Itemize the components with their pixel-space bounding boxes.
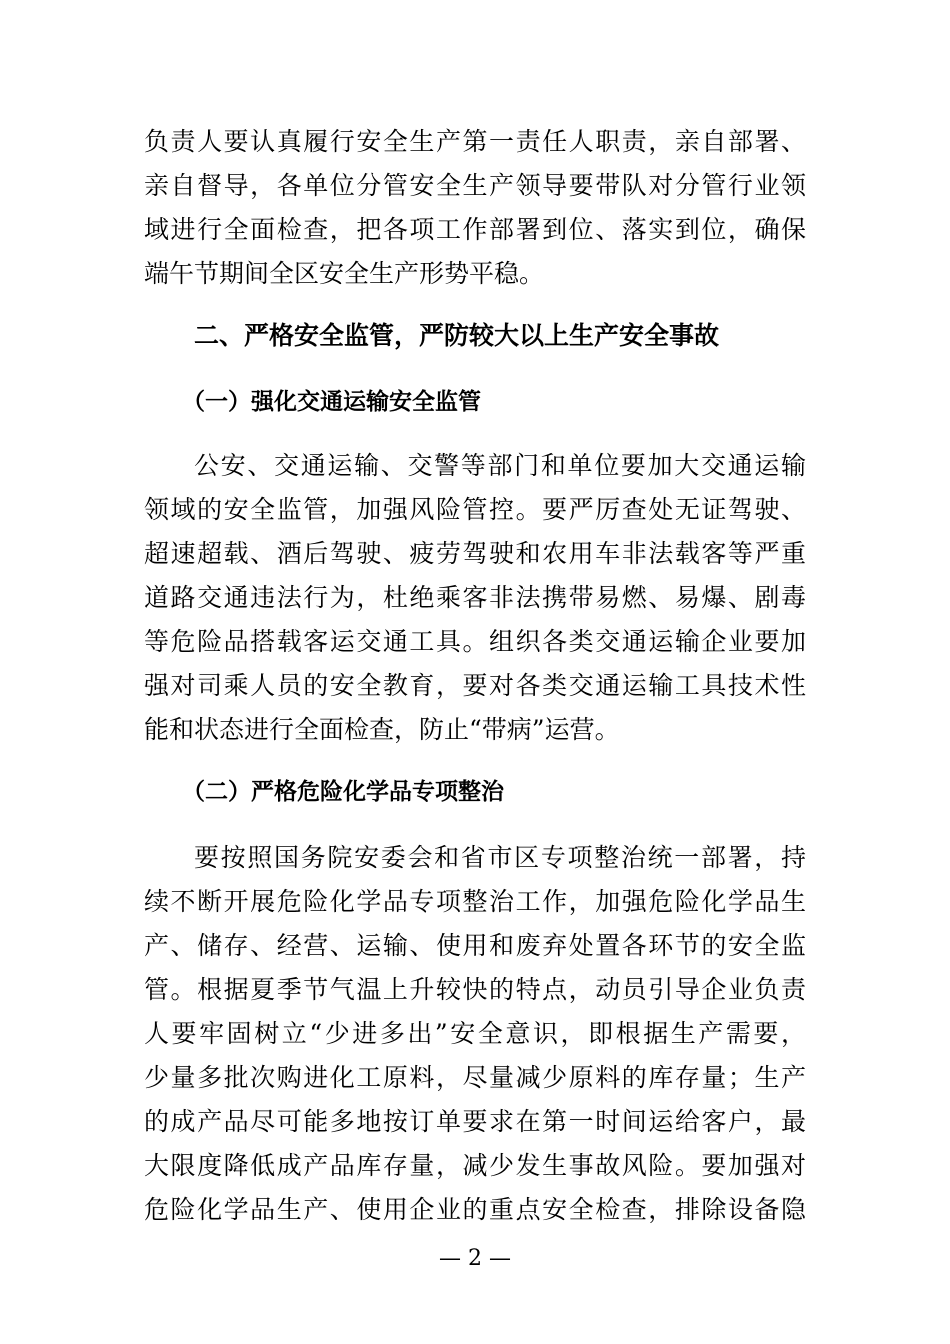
subsection-2-line-2: 续不断开展危险化学品专项整治工作，加强危险化学品生 [144, 887, 806, 916]
subsection-1-line-3: 超速超载、酒后驾驶、疲劳驾驶和农用车非法载客等严重 [144, 539, 806, 568]
subsection-2-line-3: 产、储存、经营、运输、使用和废弃处置各环节的安全监 [144, 931, 806, 960]
subsection-2-line-5: 人要牢固树立“少进多出”安全意识，即根据生产需要， [144, 1019, 806, 1048]
subsection-2-line-6: 少量多批次购进化工原料，尽量减少原料的库存量；生产 [144, 1063, 806, 1092]
page-number: — 2 — [439, 1246, 511, 1271]
subsection-2-line-7: 的成产品尽可能多地按订单要求在第一时间运给客户，最 [144, 1107, 806, 1136]
subsection-1-line-7: 能和状态进行全面检查，防止“带病”运营。 [144, 715, 620, 744]
subsection-2-line-4: 管。根据夏季节气温上升较快的特点，动员引导企业负责 [144, 975, 806, 1004]
section-2-heading: 二、严格安全监管，严防较大以上生产安全事故 [194, 321, 720, 350]
paragraph-1-line-1: 负责人要认真履行安全生产第一责任人职责，亲自部署、 [144, 127, 806, 156]
subsection-1-line-6: 强对司乘人员的安全教育，要对各类交通运输工具技术性 [144, 671, 806, 700]
subsection-2-line-8: 大限度降低成产品库存量，减少发生事故风险。要加强对 [144, 1151, 806, 1180]
paragraph-1-line-3: 域进行全面检查，把各项工作部署到位、落实到位，确保 [144, 215, 806, 244]
subsection-2-line-9: 危险化学品生产、使用企业的重点安全检查，排除设备隐 [144, 1195, 806, 1224]
subsection-1-line-2: 领域的安全监管，加强风险管控。要严厉查处无证驾驶、 [144, 495, 806, 524]
paragraph-1-line-2: 亲自督导，各单位分管安全生产领导要带队对分管行业领 [144, 171, 806, 200]
paragraph-1-line-4: 端午节期间全区安全生产形势平稳。 [144, 259, 545, 288]
subsection-2-heading: （二）严格危险化学品专项整治 [182, 778, 504, 805]
subsection-1-line-4: 道路交通违法行为，杜绝乘客非法携带易燃、易爆、剧毒 [144, 583, 806, 612]
subsection-1-line-1: 公安、交通运输、交警等部门和单位要加大交通运输 [194, 451, 806, 480]
subsection-1-line-5: 等危险品搭载客运交通工具。组织各类交通运输企业要加 [144, 627, 806, 656]
subsection-2-line-1: 要按照国务院安委会和省市区专项整治统一部署，持 [194, 843, 806, 872]
subsection-1-heading: （一）强化交通运输安全监管 [182, 388, 481, 415]
